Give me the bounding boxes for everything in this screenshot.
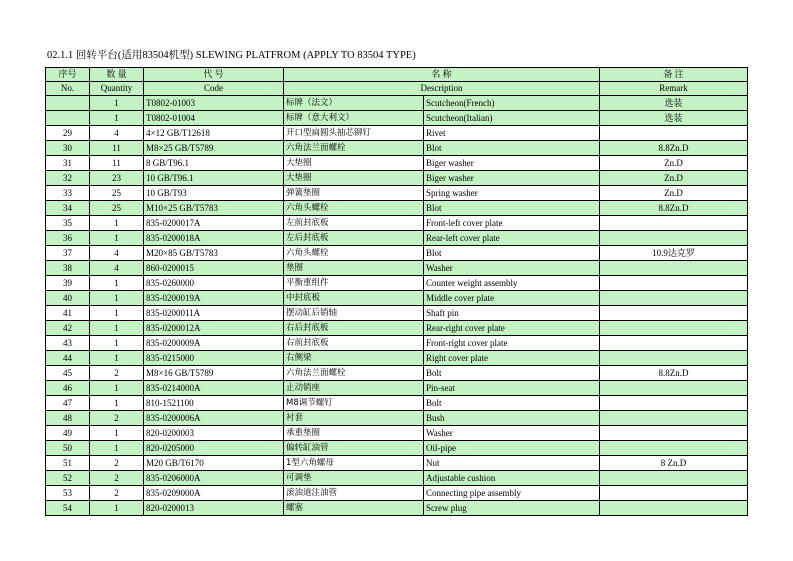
cell-no: 46 (46, 381, 90, 396)
table-row (46, 441, 748, 456)
table-row (46, 381, 748, 396)
header-desc-zh: 名 称 (284, 68, 600, 82)
table-row (46, 321, 748, 336)
cell-code: 835-0215000 (144, 351, 284, 366)
table-row (46, 141, 748, 156)
cell-code: 835-0200017A (144, 216, 284, 231)
cell-name-zh: 开口型扁圆头抽芯铆钉 (284, 126, 424, 141)
cell-description-en: Front-right cover plate (424, 336, 600, 351)
cell-no: 50 (46, 441, 90, 456)
table-row (46, 396, 748, 411)
header-row-zh (46, 68, 748, 82)
cell-description-en: Connecting pipe assembly (424, 486, 600, 501)
cell-name-zh: 弹簧垫圈 (284, 186, 424, 201)
cell-quantity: 2 (90, 411, 144, 426)
cell-remark (600, 441, 748, 456)
cell-no: 33 (46, 186, 90, 201)
cell-quantity: 25 (90, 186, 144, 201)
cell-code: 835-0214000A (144, 381, 284, 396)
cell-quantity: 25 (90, 201, 144, 216)
cell-description-en: Counter weight assembly (424, 276, 600, 291)
table-row (46, 351, 748, 366)
cell-quantity: 1 (90, 441, 144, 456)
cell-quantity: 2 (90, 486, 144, 501)
cell-code: 835-0260000 (144, 276, 284, 291)
cell-code: 835-0200009A (144, 336, 284, 351)
cell-quantity: 1 (90, 96, 144, 111)
cell-name-zh: 左后封底板 (284, 231, 424, 246)
cell-quantity: 1 (90, 336, 144, 351)
cell-quantity: 4 (90, 261, 144, 276)
header-desc-en: Description (284, 82, 600, 96)
cell-code: 835-0200011A (144, 306, 284, 321)
cell-quantity: 1 (90, 306, 144, 321)
cell-quantity: 1 (90, 351, 144, 366)
table-row (46, 366, 748, 381)
cell-code: 835-0200006A (144, 411, 284, 426)
table-row (46, 291, 748, 306)
cell-name-zh: 大垫圈 (284, 156, 424, 171)
cell-name-zh: 标牌（法文） (284, 96, 424, 111)
cell-no: 49 (46, 426, 90, 441)
cell-code: 4×12 GB/T12618 (144, 126, 284, 141)
table-row (46, 426, 748, 441)
cell-remark: 8 Zn.D (600, 456, 748, 471)
table-row (46, 96, 748, 111)
cell-name-zh: 六角头螺栓 (284, 201, 424, 216)
cell-name-zh: M8调节螺钉 (284, 396, 424, 411)
cell-code: T0802-01003 (144, 96, 284, 111)
cell-no: 48 (46, 411, 90, 426)
parts-table (45, 67, 748, 516)
cell-code: T0802-01004 (144, 111, 284, 126)
parts-table-body (46, 96, 748, 516)
cell-code: M20×85 GB/T5783 (144, 246, 284, 261)
cell-remark (600, 306, 748, 321)
cell-quantity: 23 (90, 171, 144, 186)
cell-description-en: Bolt (424, 396, 600, 411)
cell-description-en: Nut (424, 456, 600, 471)
cell-no (46, 96, 90, 111)
cell-description-en: Washer (424, 261, 600, 276)
cell-name-zh: 1型六角螺母 (284, 456, 424, 471)
cell-remark (600, 426, 748, 441)
cell-code: 820-0205000 (144, 441, 284, 456)
cell-remark: Zn.D (600, 186, 748, 201)
cell-name-zh: 摆动缸后销轴 (284, 306, 424, 321)
table-row (46, 126, 748, 141)
cell-quantity: 11 (90, 156, 144, 171)
cell-description-en: Scutcheon(French) (424, 96, 600, 111)
cell-name-zh: 滚油道注油管 (284, 486, 424, 501)
cell-remark: Zn.D (600, 171, 748, 186)
cell-quantity: 2 (90, 456, 144, 471)
cell-quantity: 1 (90, 111, 144, 126)
cell-description-en: Blot (424, 141, 600, 156)
cell-remark (600, 486, 748, 501)
cell-quantity: 4 (90, 246, 144, 261)
cell-no: 45 (46, 366, 90, 381)
cell-code: M10×25 GB/T5783 (144, 201, 284, 216)
cell-description-en: Rivet (424, 126, 600, 141)
cell-no: 38 (46, 261, 90, 276)
cell-remark: Zn.D (600, 156, 748, 171)
cell-no: 54 (46, 501, 90, 516)
cell-no: 44 (46, 351, 90, 366)
cell-quantity: 1 (90, 291, 144, 306)
cell-name-zh: 螺塞 (284, 501, 424, 516)
cell-no: 43 (46, 336, 90, 351)
cell-no: 52 (46, 471, 90, 486)
cell-no: 53 (46, 486, 90, 501)
cell-code: 835-0200018A (144, 231, 284, 246)
header-qty-zh: 数 量 (90, 68, 144, 82)
table-row (46, 486, 748, 501)
cell-remark (600, 261, 748, 276)
cell-quantity: 1 (90, 501, 144, 516)
table-row (46, 231, 748, 246)
cell-name-zh: 右前封底板 (284, 336, 424, 351)
cell-quantity: 1 (90, 321, 144, 336)
cell-name-zh: 平衡重组件 (284, 276, 424, 291)
cell-code: 10 GB/T93 (144, 186, 284, 201)
cell-remark (600, 501, 748, 516)
cell-remark (600, 276, 748, 291)
cell-code: 860-0200015 (144, 261, 284, 276)
cell-name-zh: 六角法兰面螺栓 (284, 366, 424, 381)
table-row (46, 306, 748, 321)
header-no-zh: 序号 (46, 68, 90, 82)
table-row (46, 171, 748, 186)
cell-name-zh: 垫圈 (284, 261, 424, 276)
cell-no: 29 (46, 126, 90, 141)
cell-name-zh: 承重垫圈 (284, 426, 424, 441)
cell-description-en: Oil-pipe (424, 441, 600, 456)
cell-quantity: 1 (90, 426, 144, 441)
cell-name-zh: 右侧梁 (284, 351, 424, 366)
cell-code: 835-0200019A (144, 291, 284, 306)
table-row (46, 471, 748, 486)
cell-quantity: 11 (90, 141, 144, 156)
cell-name-zh: 偏转缸油管 (284, 441, 424, 456)
table-row (46, 111, 748, 126)
table-row (46, 156, 748, 171)
table-row (46, 276, 748, 291)
cell-no (46, 111, 90, 126)
cell-no: 36 (46, 231, 90, 246)
cell-description-en: Right cover plate (424, 351, 600, 366)
cell-remark (600, 471, 748, 486)
cell-remark (600, 216, 748, 231)
table-row (46, 201, 748, 216)
table-row (46, 411, 748, 426)
cell-remark (600, 351, 748, 366)
cell-code: 8 GB/T96.1 (144, 156, 284, 171)
cell-remark (600, 381, 748, 396)
cell-remark (600, 336, 748, 351)
cell-no: 41 (46, 306, 90, 321)
page-title: 02.1.1 回转平台(适用83504机型) SLEWING PLATFROM (APPLY TO 83504 TYPE) (47, 50, 416, 61)
cell-no: 51 (46, 456, 90, 471)
cell-name-zh: 标牌（意大利文） (284, 111, 424, 126)
cell-no: 40 (46, 291, 90, 306)
cell-description-en: Rear-left cover plate (424, 231, 600, 246)
cell-name-zh: 六角头螺栓 (284, 246, 424, 261)
cell-quantity: 1 (90, 381, 144, 396)
cell-code: 820-0200003 (144, 426, 284, 441)
cell-name-zh: 衬套 (284, 411, 424, 426)
cell-code: M20 GB/T6170 (144, 456, 284, 471)
table-row (46, 501, 748, 516)
table-row (46, 336, 748, 351)
cell-remark (600, 321, 748, 336)
header-no-en: No. (46, 82, 90, 96)
header-code-en: Code (144, 82, 284, 96)
cell-description-en: Screw plug (424, 501, 600, 516)
cell-remark (600, 411, 748, 426)
cell-quantity: 1 (90, 231, 144, 246)
cell-no: 39 (46, 276, 90, 291)
cell-name-zh: 六角法兰面螺栓 (284, 141, 424, 156)
table-row (46, 186, 748, 201)
cell-code: 10 GB/T96.1 (144, 171, 284, 186)
header-qty-en: Quantity (90, 82, 144, 96)
cell-name-zh: 大垫圈 (284, 171, 424, 186)
cell-no: 37 (46, 246, 90, 261)
cell-quantity: 1 (90, 396, 144, 411)
cell-description-en: Washer (424, 426, 600, 441)
cell-remark: 8.8Zn.D (600, 366, 748, 381)
cell-description-en: Blot (424, 201, 600, 216)
cell-quantity: 2 (90, 471, 144, 486)
header-remark-en: Remark (600, 82, 748, 96)
cell-description-en: Biger washer (424, 156, 600, 171)
cell-description-en: Rear-right cover plate (424, 321, 600, 336)
cell-no: 34 (46, 201, 90, 216)
cell-description-en: Bolt (424, 366, 600, 381)
cell-remark: 10.9达克罗 (600, 246, 748, 261)
cell-remark (600, 291, 748, 306)
cell-name-zh: 止动销座 (284, 381, 424, 396)
cell-code: 835-0200012A (144, 321, 284, 336)
cell-no: 30 (46, 141, 90, 156)
cell-remark (600, 126, 748, 141)
cell-remark (600, 231, 748, 246)
table-row (46, 456, 748, 471)
cell-description-en: Biger washer (424, 171, 600, 186)
cell-code: 835-0206000A (144, 471, 284, 486)
cell-description-en: Bush (424, 411, 600, 426)
cell-code: 835-0209000A (144, 486, 284, 501)
header-row-en (46, 82, 748, 96)
cell-description-en: Shaft pin (424, 306, 600, 321)
cell-quantity: 4 (90, 126, 144, 141)
cell-no: 47 (46, 396, 90, 411)
cell-description-en: Front-left cover plate (424, 216, 600, 231)
table-row (46, 246, 748, 261)
cell-description-en: Blot (424, 246, 600, 261)
cell-no: 35 (46, 216, 90, 231)
cell-no: 42 (46, 321, 90, 336)
cell-code: M8×16 GB/T5789 (144, 366, 284, 381)
cell-remark: 8.8Zn.D (600, 141, 748, 156)
cell-no: 31 (46, 156, 90, 171)
header-remark-zh: 备 注 (600, 68, 748, 82)
cell-name-zh: 右后封底板 (284, 321, 424, 336)
cell-description-en: Middle cover plate (424, 291, 600, 306)
cell-description-en: Spring washer (424, 186, 600, 201)
cell-remark: 选装 (600, 96, 748, 111)
cell-code: M8×25 GB/T5789 (144, 141, 284, 156)
cell-name-zh: 左前封底板 (284, 216, 424, 231)
cell-no: 32 (46, 171, 90, 186)
cell-description-en: Scutcheon(Italian) (424, 111, 600, 126)
cell-quantity: 2 (90, 366, 144, 381)
header-code-zh: 代 号 (144, 68, 284, 82)
cell-code: 820-0200013 (144, 501, 284, 516)
cell-name-zh: 可调垫 (284, 471, 424, 486)
cell-remark (600, 396, 748, 411)
table-row (46, 261, 748, 276)
cell-description-en: Pin-seat (424, 381, 600, 396)
cell-remark: 8.8Zn.D (600, 201, 748, 216)
cell-name-zh: 中封底板 (284, 291, 424, 306)
cell-description-en: Adjustable cushion (424, 471, 600, 486)
cell-quantity: 1 (90, 216, 144, 231)
table-row (46, 216, 748, 231)
cell-quantity: 1 (90, 276, 144, 291)
cell-code: 810-1521100 (144, 396, 284, 411)
cell-remark: 选装 (600, 111, 748, 126)
